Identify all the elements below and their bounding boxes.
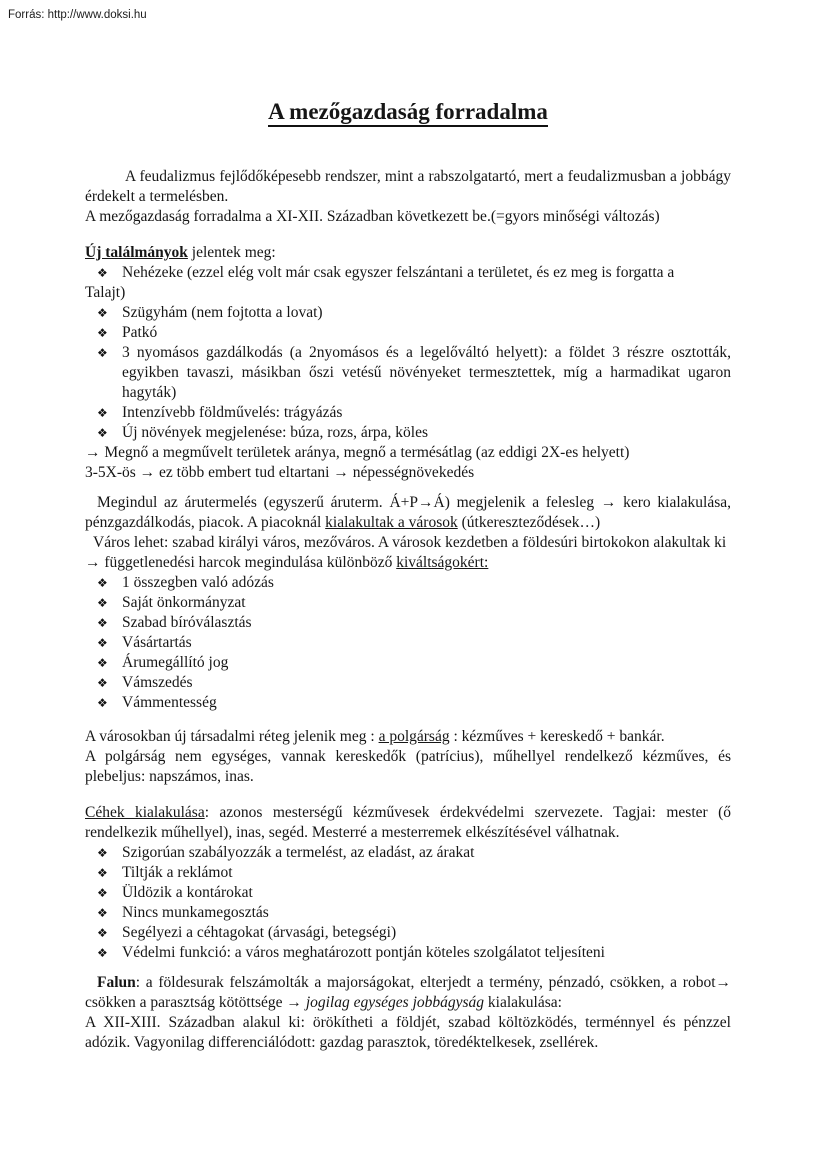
text-run: Árumegállító jog xyxy=(122,654,229,671)
bullet-item xyxy=(85,573,731,593)
paragraph xyxy=(85,283,731,303)
bullet-diamond-icon: ❖ xyxy=(97,426,108,440)
paragraph xyxy=(85,207,731,227)
paragraph xyxy=(85,727,731,747)
bullet-item xyxy=(85,593,731,613)
text-run: Segélyezi a céhtagokat (árvasági, betegségi) xyxy=(122,924,397,941)
bullet-diamond-icon: ❖ xyxy=(97,906,108,920)
text-run: : a földesurak felszámolták a majorságokat, elterjedt a termény, pénzadó, csökken, a robot→ csökken a parasztság kötöttsége → xyxy=(85,974,731,1011)
text-run: A feudalizmus fejlődőképesebb rendszer, mint a rabszolgatartó, mert a feudalizmusban a jobbágy érdekelt a termelésben. xyxy=(85,168,731,205)
bullet-item xyxy=(85,323,731,343)
text-run: Saját önkormányzat xyxy=(122,594,246,611)
text-run: → Megnő a megművelt területek aránya, megnő a termésátlag (az eddigi 2X-es helyett) xyxy=(85,444,630,461)
text-run: Nincs munkamegosztás xyxy=(122,904,269,921)
text-run: kiváltságokért: xyxy=(396,554,489,571)
paragraph xyxy=(85,463,731,483)
bullet-item xyxy=(85,673,731,693)
bullet-item xyxy=(85,613,731,633)
text-run: Nehézeke (ezzel elég volt már csak egyszer felszántani a területet, és ez meg is forgatta a xyxy=(122,264,675,281)
bullet-diamond-icon: ❖ xyxy=(97,946,108,960)
paragraph xyxy=(85,167,731,207)
text-run: jogilag egységes jobbágyság xyxy=(305,994,485,1011)
text-run: Tiltják a reklámot xyxy=(122,864,233,881)
text-run: Vámmentesség xyxy=(122,694,217,711)
text-run: Vásártartás xyxy=(122,634,192,651)
text-run: Új találmányok xyxy=(85,244,188,261)
text-run: kialakultak a városok xyxy=(325,514,458,531)
bullet-item xyxy=(85,843,731,863)
page-title xyxy=(85,97,731,127)
bullet-diamond-icon: ❖ xyxy=(97,636,108,650)
bullet-item xyxy=(85,883,731,903)
paragraph xyxy=(85,1013,731,1053)
text-run: kialakulása: xyxy=(484,994,562,1011)
bullet-item xyxy=(85,653,731,673)
text-run: Megindul az árutermelés (egyszerű áruterm. Á+P→Á) megjelenik a felesleg → kero kialakulása, pénzgazdálkodás, piacok. A piacoknál xyxy=(85,494,731,531)
paragraph xyxy=(85,493,731,533)
bullet-diamond-icon: ❖ xyxy=(97,596,108,610)
text-run: jelentek meg: xyxy=(187,244,276,261)
text-run: Új növények megjelenése: búza, rozs, árpa, köles xyxy=(122,424,429,441)
text-run: A XII-XIII. Században alakul ki: örökítheti a földjét, szabad költözködés, terménnyel és pénzzel adózik. Vagyonilag differenciálódott: gazdag parasztok, töredéktelkesek, zsellérek. xyxy=(85,1014,731,1051)
text-run: Üldözik a kontárokat xyxy=(122,884,253,901)
paragraph xyxy=(85,803,731,843)
text-run: Patkó xyxy=(122,324,158,341)
bullet-item xyxy=(85,923,731,943)
text-run: : azonos mesterségű kézművesek érdekvédelmi szervezete. Tagjai: mester (ő rendelkezik műhellyel), inas, segéd. Mesterré a mesterremek elkészítésével válhatnak. xyxy=(85,804,731,841)
text-run: Vámszedés xyxy=(122,674,193,691)
bullet-diamond-icon: ❖ xyxy=(97,846,108,860)
text-run: 1 összegben való adózás xyxy=(122,574,274,591)
text-run: Talajt) xyxy=(85,284,126,301)
bullet-diamond-icon: ❖ xyxy=(97,886,108,900)
bullet-item xyxy=(85,693,731,713)
bullet-diamond-icon: ❖ xyxy=(97,406,108,420)
text-run: : kézműves + kereskedő + bankár. xyxy=(449,728,665,745)
text-run: Szabad bíróválasztás xyxy=(122,614,252,631)
text-run: Szigorúan szabályozzák a termelést, az eladást, az árakat xyxy=(122,844,475,861)
text-run: Céhek kialakulása xyxy=(85,804,205,821)
bullet-diamond-icon: ❖ xyxy=(97,326,108,340)
bullet-item xyxy=(85,633,731,653)
text-run: 3-5X-ös → ez több embert tud eltartani → népességnövekedés xyxy=(85,464,475,481)
bullet-diamond-icon: ❖ xyxy=(97,266,108,280)
bullet-diamond-icon: ❖ xyxy=(97,576,108,590)
bullet-item xyxy=(85,903,731,923)
bullet-item xyxy=(85,303,731,323)
bullet-diamond-icon: ❖ xyxy=(97,306,108,320)
source-note: Forrás: http://www.doksi.hu xyxy=(8,9,147,21)
bullet-diamond-icon: ❖ xyxy=(97,866,108,880)
paragraph xyxy=(85,973,731,1013)
text-run: Falun xyxy=(97,974,136,991)
bullet-diamond-icon: ❖ xyxy=(97,346,108,360)
text-run: a polgárság xyxy=(378,728,450,745)
paragraph xyxy=(85,243,731,263)
text-run: A mezőgazdaság forradalma a XI-XII. Században következett be.(=gyors minőségi változás) xyxy=(85,208,660,225)
text-run: Intenzívebb földművelés: trágyázás xyxy=(122,404,343,421)
bullet-item xyxy=(85,343,731,403)
page-title-text: A mezőgazdaság forradalma xyxy=(268,99,548,127)
text-run: A városokban új társadalmi réteg jelenik meg : xyxy=(85,728,379,745)
bullet-item xyxy=(85,403,731,423)
bullet-diamond-icon: ❖ xyxy=(97,926,108,940)
text-run: 3 nyomásos gazdálkodás (a 2nyomásos és a legelőváltó helyett): a földet 3 részre osztották, egyikben tavaszi, másikban őszi vetésű növényeket termesztettek, míg a harmadikat ugaron hagyták) xyxy=(122,344,731,401)
bullet-item xyxy=(85,863,731,883)
bullet-item xyxy=(85,943,731,963)
text-run: (útkereszteződések…) xyxy=(457,514,601,531)
paragraph xyxy=(85,443,731,463)
bullet-item xyxy=(85,423,731,443)
bullet-diamond-icon: ❖ xyxy=(97,696,108,710)
text-run: Védelmi funkció: a város meghatározott pontján köteles szolgálatot teljesíteni xyxy=(122,944,605,961)
bullet-diamond-icon: ❖ xyxy=(97,656,108,670)
bullet-diamond-icon: ❖ xyxy=(97,616,108,630)
text-run: Szügyhám (nem fojtotta a lovat) xyxy=(122,304,323,321)
document-body xyxy=(85,0,731,1053)
bullet-diamond-icon: ❖ xyxy=(97,676,108,690)
text-run: A polgárság nem egységes, vannak kereskedők (patrícius), műhellyel rendelkező kézműves, és plebeljus: napszámos, inas. xyxy=(85,748,731,785)
bullet-item xyxy=(85,263,731,283)
text-run: Város lehet: szabad királyi város, mezőváros. A városok kezdetben a földesúri birtokokon alakultak ki → függetlenedési harcok megindulása különböző xyxy=(85,534,727,571)
paragraph xyxy=(85,533,731,573)
paragraph xyxy=(85,747,731,787)
